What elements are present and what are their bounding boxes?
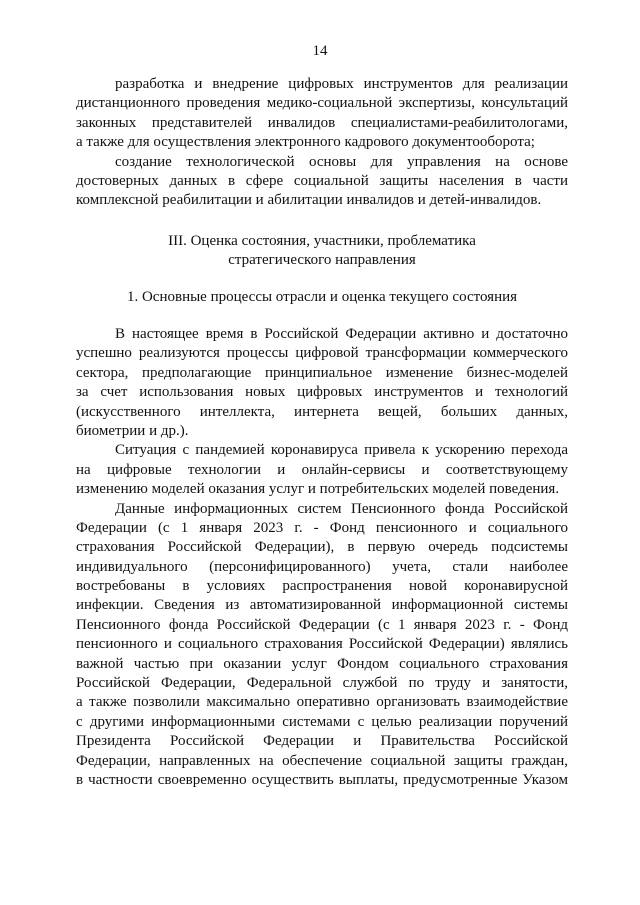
- paragraph: [76, 441, 568, 499]
- text-line: разработка и внедрение цифровых инструментов для реализации: [115, 76, 568, 92]
- text-line: Российской Федерации, Федеральной службой по труду и занятости,: [76, 675, 568, 692]
- text-line: востребованы в условиях распространения новой коронавирусной: [76, 578, 568, 595]
- text-line: Данные информационных систем Пенсионного фонда Российской: [115, 500, 568, 517]
- text-line: а также позволили максимально оперативно организовать взаимодействие: [76, 694, 568, 711]
- paragraph: [76, 325, 568, 441]
- section-heading-line: стратегического направления: [228, 252, 416, 269]
- text-line: (искусственного интеллекта, интернета вещей, больших данных,: [76, 403, 568, 420]
- text-line: в частности своевременно осуществить выплаты, предусмотренные Указом: [76, 771, 568, 788]
- paragraph: [76, 500, 568, 791]
- section-heading-line: III. Оценка состояния, участники, проблематика: [168, 233, 476, 249]
- text-line: пенсионного и социального страхования Российской Федерации) являлись: [76, 636, 568, 653]
- text-line: сектора, предполагающие принципиальное изменение бизнес-моделей: [76, 364, 568, 381]
- text-line: создание технологической основы для управления на основе: [115, 153, 568, 170]
- text-line: Президента Российской Федерации и Правительства Российской: [76, 733, 568, 750]
- text-line: индивидуального (персонифицированного) учета, стали наиболее: [76, 558, 568, 575]
- text-line: за счет использования новых цифровых инструментов и технологий: [76, 384, 568, 401]
- text-line: на цифровые технологии и онлайн-сервисы и соответствующему: [76, 461, 568, 478]
- text-line: успешно реализуются процессы цифровой трансформации коммерческого: [76, 345, 568, 362]
- text-line: Пенсионного фонда Российской Федерации (с 1 января 2023 г. - Фонд: [76, 616, 568, 633]
- text-line: страхования Российской Федерации), в первую очередь подсистемы: [76, 539, 568, 556]
- main-body: [76, 325, 568, 790]
- subsection-heading-line: 1. Основные процессы отрасли и оценка текущего состояния: [126, 289, 518, 305]
- section-heading: [76, 232, 568, 271]
- text-line: а также для осуществления электронного кадрового документооборота;: [76, 134, 535, 151]
- text-line: законных представителей инвалидов специалистами-реабилитологами,: [76, 114, 568, 131]
- text-line: дистанционного проведения медико-социальной экспертизы, консультаций: [76, 95, 568, 112]
- text-line: изменению моделей оказания услуг и потребительских моделей поведения.: [76, 481, 560, 498]
- text-line: с другими информационными системами с целью реализации поручений: [76, 713, 568, 730]
- text-line: инфекции. Сведения из автоматизированной информационной системы: [76, 597, 568, 614]
- text-line: комплексной реабилитации и абилитации инвалидов и детей-инвалидов.: [76, 192, 542, 209]
- text-line: Федерации, направленных на обеспечение социальной защиты граждан,: [76, 752, 568, 769]
- text-line: важной частью при оказании услуг Фондом социального страхования: [76, 655, 568, 672]
- text-line: биометрии и др.).: [76, 422, 189, 439]
- text-line: В настоящее время в Российской Федерации активно и достаточно: [115, 326, 568, 342]
- text-line: достоверных данных в сфере социальной защиты населения в части: [76, 172, 568, 189]
- page-number: 14: [312, 43, 328, 59]
- intro-block: [76, 75, 568, 211]
- text-line: Федерации (с 1 января 2023 г. - Фонд пенсионного и социального: [76, 519, 568, 536]
- text-line: Ситуация с пандемией коронавируса привела к ускорению перехода: [115, 442, 568, 459]
- subsection-heading: [76, 288, 568, 307]
